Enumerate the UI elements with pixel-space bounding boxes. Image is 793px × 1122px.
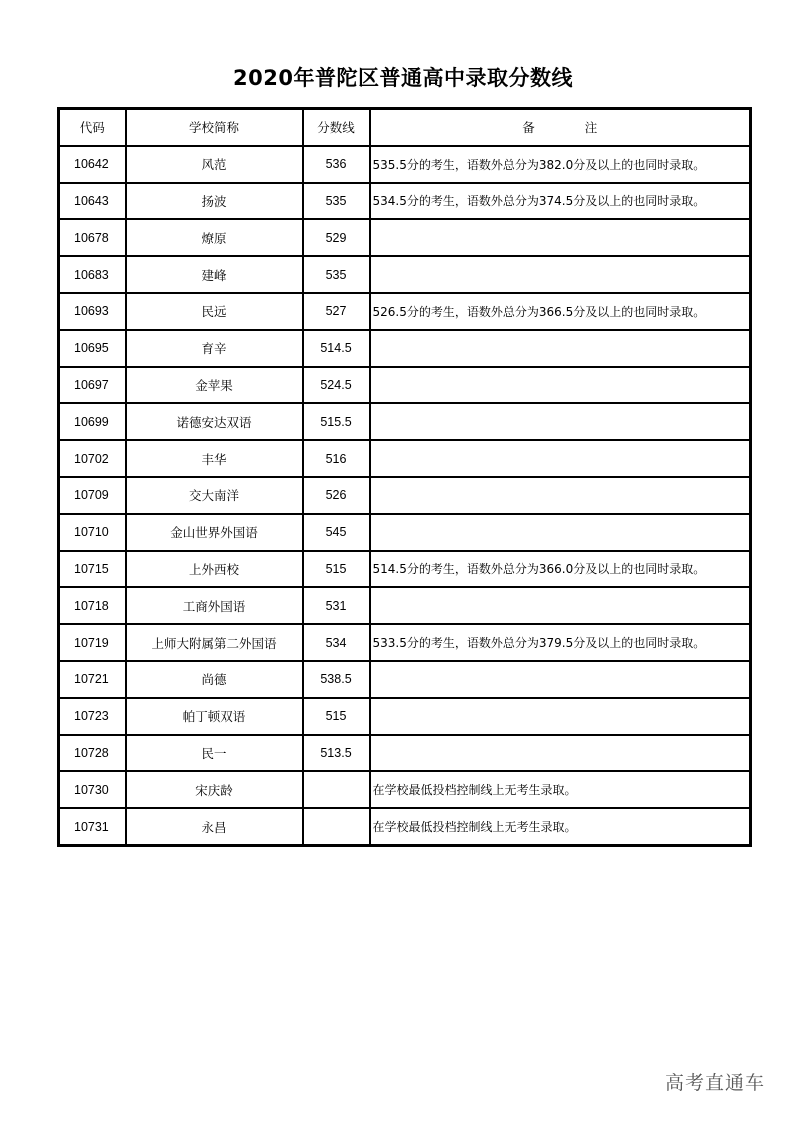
table-row <box>59 219 751 256</box>
watermark-text: 高考直通车 <box>664 1072 765 1094</box>
cell-code: 10693 <box>59 293 126 330</box>
cell-note <box>370 256 751 293</box>
cell-score: 516 <box>303 440 370 477</box>
cell-code: 10730 <box>59 771 126 808</box>
cell-school: 上外西校 <box>126 551 303 588</box>
table-row <box>59 698 751 735</box>
cell-code: 10728 <box>59 735 126 772</box>
table-row <box>59 293 751 330</box>
table-row <box>59 367 751 404</box>
table-row <box>59 146 751 183</box>
table-row <box>59 440 751 477</box>
cell-score: 535 <box>303 183 370 220</box>
page-title: 2020年普陀区普通高中录取分数线 <box>233 66 573 90</box>
cell-code: 10715 <box>59 551 126 588</box>
cell-note <box>370 367 751 404</box>
cell-school: 金苹果 <box>126 367 303 404</box>
cell-school: 诺德安达双语 <box>126 403 303 440</box>
cell-code: 10710 <box>59 514 126 551</box>
cell-note: 在学校最低投档控制线上无考生录取。 <box>370 771 751 808</box>
cell-note: 514.5分的考生，语数外总分为366.0分及以上的也同时录取。 <box>370 551 751 588</box>
table-row <box>59 183 751 220</box>
table-row <box>59 661 751 698</box>
cell-note <box>370 330 751 367</box>
cell-school: 燎原 <box>126 219 303 256</box>
cell-code: 10699 <box>59 403 126 440</box>
cell-code: 10702 <box>59 440 126 477</box>
cell-school: 民远 <box>126 293 303 330</box>
cell-code: 10721 <box>59 661 126 698</box>
table-row <box>59 477 751 514</box>
cell-school: 金山世界外国语 <box>126 514 303 551</box>
cell-school: 帕丁顿双语 <box>126 698 303 735</box>
cell-score: 527 <box>303 293 370 330</box>
cell-code: 10718 <box>59 587 126 624</box>
cell-code: 10643 <box>59 183 126 220</box>
cell-school: 丰华 <box>126 440 303 477</box>
cell-school: 民一 <box>126 735 303 772</box>
cell-code: 10719 <box>59 624 126 661</box>
table-header-row <box>59 109 751 146</box>
cell-score: 515 <box>303 698 370 735</box>
table-row <box>59 330 751 367</box>
cell-code: 10695 <box>59 330 126 367</box>
cell-score <box>303 771 370 808</box>
cell-code: 10697 <box>59 367 126 404</box>
cell-code: 10683 <box>59 256 126 293</box>
cell-score: 526 <box>303 477 370 514</box>
table-row <box>59 808 751 845</box>
cell-note: 在学校最低投档控制线上无考生录取。 <box>370 808 751 845</box>
cell-note <box>370 477 751 514</box>
cell-score: 513.5 <box>303 735 370 772</box>
cell-school: 上师大附属第二外国语 <box>126 624 303 661</box>
admission-scores-table <box>57 107 752 847</box>
cell-code: 10678 <box>59 219 126 256</box>
table-row <box>59 587 751 624</box>
cell-score: 538.5 <box>303 661 370 698</box>
cell-note <box>370 735 751 772</box>
cell-note <box>370 587 751 624</box>
cell-score: 515 <box>303 551 370 588</box>
cell-note: 534.5分的考生，语数外总分为374.5分及以上的也同时录取。 <box>370 183 751 220</box>
cell-code: 10723 <box>59 698 126 735</box>
cell-score: 536 <box>303 146 370 183</box>
header-school: 学校简称 <box>126 109 303 146</box>
cell-school: 尚德 <box>126 661 303 698</box>
cell-school: 交大南洋 <box>126 477 303 514</box>
cell-note: 533.5分的考生，语数外总分为379.5分及以上的也同时录取。 <box>370 624 751 661</box>
cell-score: 515.5 <box>303 403 370 440</box>
table-row <box>59 403 751 440</box>
cell-school: 风范 <box>126 146 303 183</box>
header-note: 备 注 <box>370 109 751 146</box>
cell-school: 永昌 <box>126 808 303 845</box>
cell-score: 545 <box>303 514 370 551</box>
cell-note: 535.5分的考生，语数外总分为382.0分及以上的也同时录取。 <box>370 146 751 183</box>
cell-note <box>370 698 751 735</box>
table-row <box>59 735 751 772</box>
cell-note <box>370 219 751 256</box>
cell-school: 建峰 <box>126 256 303 293</box>
table-row <box>59 256 751 293</box>
table-body <box>59 146 751 846</box>
header-code: 代码 <box>59 109 126 146</box>
cell-note <box>370 514 751 551</box>
cell-score: 524.5 <box>303 367 370 404</box>
cell-code: 10642 <box>59 146 126 183</box>
cell-score: 535 <box>303 256 370 293</box>
cell-code: 10731 <box>59 808 126 845</box>
cell-score: 529 <box>303 219 370 256</box>
cell-school: 宋庆龄 <box>126 771 303 808</box>
table-row <box>59 514 751 551</box>
cell-note <box>370 661 751 698</box>
cell-score: 514.5 <box>303 330 370 367</box>
table-row <box>59 551 751 588</box>
cell-code: 10709 <box>59 477 126 514</box>
cell-note <box>370 403 751 440</box>
header-score: 分数线 <box>303 109 370 146</box>
cell-school: 扬波 <box>126 183 303 220</box>
table-row <box>59 624 751 661</box>
cell-score: 534 <box>303 624 370 661</box>
table-row <box>59 771 751 808</box>
cell-note <box>370 440 751 477</box>
cell-score <box>303 808 370 845</box>
cell-note: 526.5分的考生，语数外总分为366.5分及以上的也同时录取。 <box>370 293 751 330</box>
cell-school: 工商外国语 <box>126 587 303 624</box>
cell-score: 531 <box>303 587 370 624</box>
cell-school: 育辛 <box>126 330 303 367</box>
